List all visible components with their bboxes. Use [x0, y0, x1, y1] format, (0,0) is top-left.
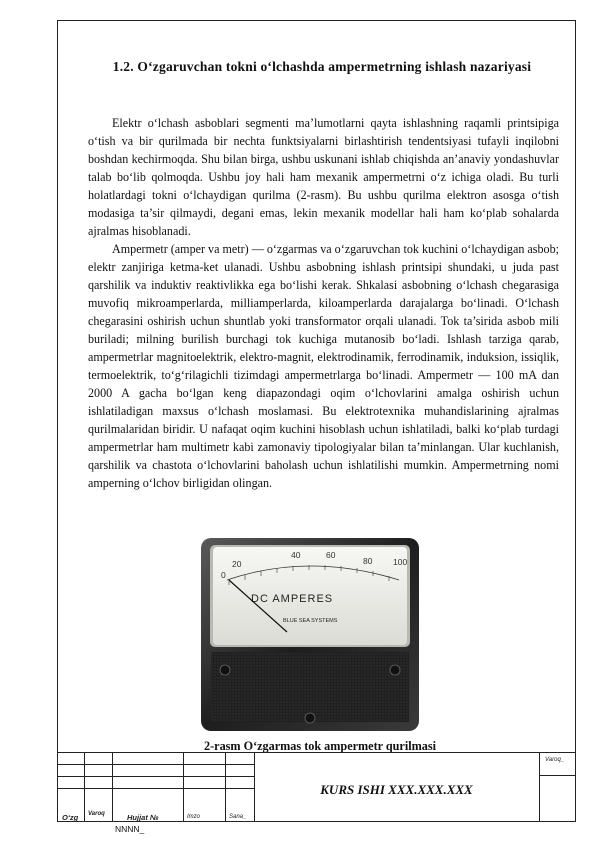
work-code: KURS ISHI XXX.XXX.XXX	[320, 782, 473, 797]
sheet-label: Varoq_	[545, 757, 565, 763]
screw-icon	[390, 665, 400, 675]
col-date: Sana_	[229, 814, 247, 820]
paragraph-2: Ampermetr (amper va metr) — o‘zgarmas va o‘zgaruvchan tok kuchini o‘lchaydigan asbob; elektr zanjiriga ketma-ket ulanadi. Ushbu asbobning ishlash printsipi shundaki, u juda past qarshilik va induktiv reaktivlikka ega bo‘lishi kerak. Shkalasi asbobning o‘lchash chegarasiga muvofiq mikroamperlarda, milliamperlarda, kiloamperlarda darajalarga bo‘linadi. O‘lchash chegarasini oshirish uchun shuntlab yoki transformator orqali ulanadi. Tok ta’sirida asbob mili buriladi; milning burilish burchagi tok kuchiga mutanosib bo‘ladi. Ishlash tarziga qarab, ampermetrlar magnitoelektrik, elektro-magnit, elektrodinamik, ferrodinamik, induksion, issiqlik, termoelektrik, to‘g‘rilagichli tizimdagi ampermetrlarga bo‘linadi. Ampermetr — 100 mA dan 2000 A gacha bo‘lgan keng diapazondagi oqim o‘lchovlarini amalga oshirish uchun ishlatiladigan maxsus o‘lchash moslamasi. Bu elektrotexnika muhandislarining ajralmas qurilmalaridan biridir. U nafaqat oqim kuchini hisoblash uchun ishlatiladi, balki ko‘plab turdagi ampermetrlar ham multimetr kabi zamonaviy tipologiyalar bilan ta’minlangan. Ular kuchlanish, qarshilik va chastota o‘lchovlarini baholash uchun ishlatilishi mumkin. Ampermetrning nomi amperning o‘lchov birligidan olingan.	[88, 242, 559, 490]
col-changes: O‘zg	[62, 813, 79, 822]
section-title: 1.2. O‘zgaruvchan tokni o‘lchashda ampermetrning ishlash nazariyasi	[112, 59, 532, 74]
scale-label-20: 20	[232, 559, 242, 569]
title-block	[57, 752, 576, 822]
col-document-number: Hujjat №	[127, 813, 159, 822]
scale-label-100: 100	[393, 557, 408, 567]
brand-label: BLUE SEA SYSTEMS	[283, 618, 338, 624]
dial-text: DC AMPERES	[251, 593, 334, 605]
screw-icon	[220, 665, 230, 675]
paragraph-1: Elektr o‘lchash asboblari segmenti ma’lumotlarni qayta ishlashning raqamli printsipiga o‘tish va bir qurilmada bir nechta funktsiyalarni birlashtirish tendentsiyasi tufayli inqilobni boshdan kechirmoqda. Shu bilan birga, ushbu uskunani ishlab chiqishda an’anaviy yondashuvlar talab bo‘lib qolmoqda. Ushbu joy hali ham mexanik ampermetrni o‘z ichiga oladi. Bu turli holatlardagi tokni o‘lchaydigan qurilma (2-rasm). Bu ushbu qurilma elektron asosga o‘tish modasiga ta’sir qilmaydi, degani emas, lekin mexanik modellar hali ham ko‘plab sohalarda ajralmas hisoblanadi.	[88, 116, 559, 238]
scale-label-60: 60	[326, 550, 336, 560]
scale-label-0: 0	[221, 570, 226, 580]
body-text	[88, 114, 559, 492]
scale-label-80: 80	[363, 556, 373, 566]
col-signature: Imzo	[187, 814, 201, 820]
figure-caption: 2-rasm O‘zgarmas tok ampermetr qurilmasi	[204, 739, 436, 753]
zero-adjust-screw-icon	[305, 713, 315, 723]
col-sheet: Varoq	[88, 811, 105, 817]
ammeter-photo	[199, 536, 421, 733]
footer-number: NNNN_	[115, 824, 145, 834]
scale-label-40: 40	[291, 550, 301, 560]
meter-housing	[211, 652, 409, 722]
